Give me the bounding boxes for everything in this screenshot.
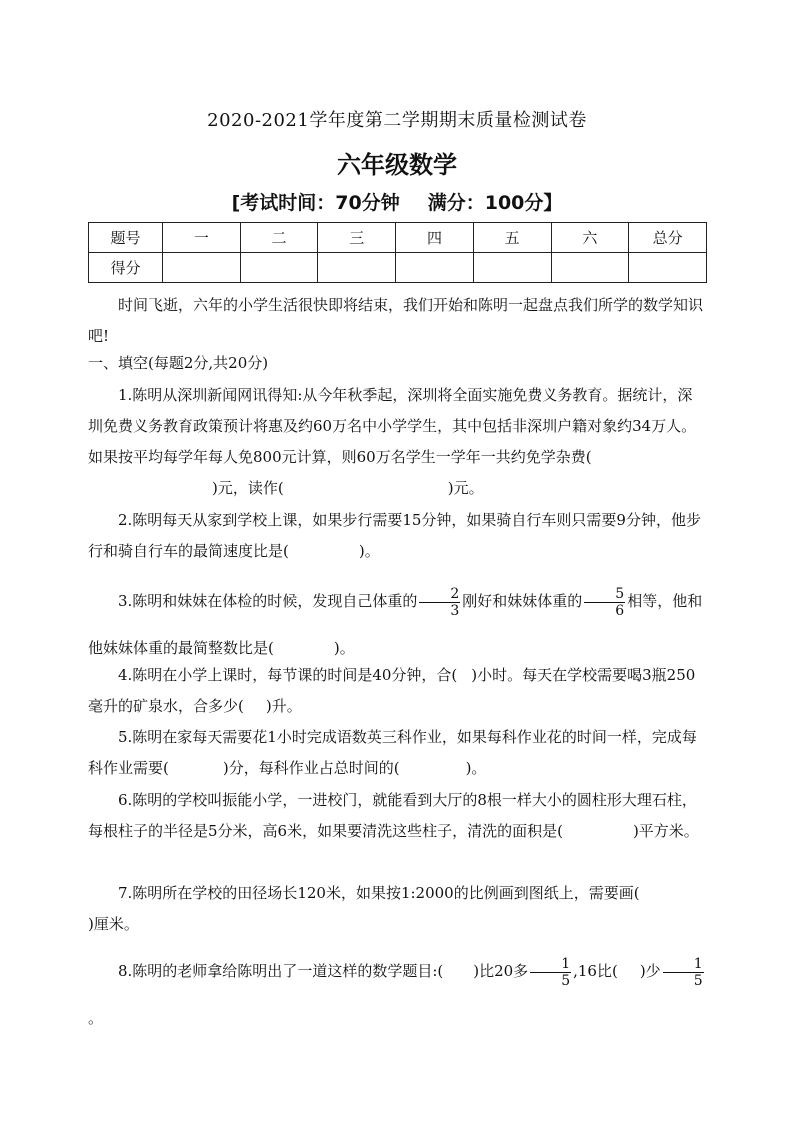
table-cell: 一	[163, 223, 241, 253]
score-cell[interactable]	[240, 253, 318, 283]
score-table	[88, 222, 707, 283]
score-cell[interactable]	[629, 253, 707, 283]
fraction: $\frac{2}{3}$	[419, 586, 460, 619]
fraction: $\frac{5}{6}$	[584, 586, 625, 619]
intro-paragraph: 时间飞逝，六年的小学生活很快即将结束，我们开始和陈明一起盘点我们所学的数学知识吧!	[88, 296, 704, 345]
question-1: 1.陈明从深圳新闻网讯得知:从今年秋季起，深圳将全面实施免费义务教育。据统计，深圳免费义务教育政策预计将惠及约60万名中小学学生，其中包括非深圳户籍对象约34万人。如果按平均每学年每人免800元计算，则60万名学生一学年一共约免学杂费()元，读作( )元。	[88, 386, 697, 497]
score-cell[interactable]	[318, 253, 396, 283]
exam-info	[0, 188, 794, 215]
table-cell: 总分	[629, 223, 707, 253]
question-8: 8.陈明的老师拿给陈明出了一道这样的数学题目:( )比20多 $\frac{1}{5}$ ,16比( )少 $\frac{1}{5}$ 。	[88, 955, 703, 1027]
score-cell[interactable]	[396, 253, 474, 283]
question-2: 2.陈明每天从家到学校上课，如果步行需要15分钟，如果骑自行车则只需要9分钟，他步行和骑自行车的最简速度比是( )。	[88, 511, 701, 560]
score-table-header-row	[89, 223, 707, 253]
question-6: 6.陈明的学校叫振能小学，一进校门，就能看到大厅的8根一样大小的圆柱形大理石柱，每根柱子的半径是5分米，高6米，如果要清洗这些柱子，清洗的面积是( )平方米。	[88, 791, 699, 840]
exam-time: [考试时间：70分钟	[231, 192, 400, 214]
table-cell: 二	[240, 223, 318, 253]
score-cell[interactable]	[551, 253, 629, 283]
exam-title: 2020-2021学年度第二学期期末质量检测试卷	[207, 110, 587, 131]
score-cell[interactable]	[163, 253, 241, 283]
section-heading: 一、填空(每题2分,共20分)	[88, 354, 269, 372]
table-cell: 得分	[89, 253, 163, 283]
score-cell[interactable]	[473, 253, 551, 283]
table-cell: 四	[396, 223, 474, 253]
fraction: $\frac{1}{5}$	[663, 956, 704, 989]
subject-title: 六年级数学	[337, 151, 457, 179]
question-5: 5.陈明在家每天需要花1小时完成语数英三科作业，如果每科作业花的时间一样，完成每科作业需要( )分，每科作业占总时间的( )。	[88, 728, 697, 777]
question-4: 4.陈明在小学上课时，每节课的时间是40分钟，合( )小时。每天在学校需要喝3瓶250毫升的矿泉水，合多少( )升。	[88, 666, 696, 715]
score-table-score-row	[89, 253, 707, 283]
table-cell: 题号	[89, 223, 163, 253]
full-score: 满分：100分】	[427, 192, 563, 214]
table-cell: 五	[473, 223, 551, 253]
fraction: $\frac{1}{5}$	[530, 956, 571, 989]
table-cell: 六	[551, 223, 629, 253]
question-3: 3.陈明和妹妹在体检的时候，发现自己体重的 $\frac{2}{3}$ 刚好和妹妹体重的 $\frac{5}{6}$ 相等，他和他妹妹体重的最简整数比是( )。	[88, 585, 703, 657]
table-cell: 三	[318, 223, 396, 253]
question-7: 7.陈明所在学校的田径场长120米，如果按1:2000的比例画到图纸上，需要画()厘米。	[88, 884, 640, 933]
